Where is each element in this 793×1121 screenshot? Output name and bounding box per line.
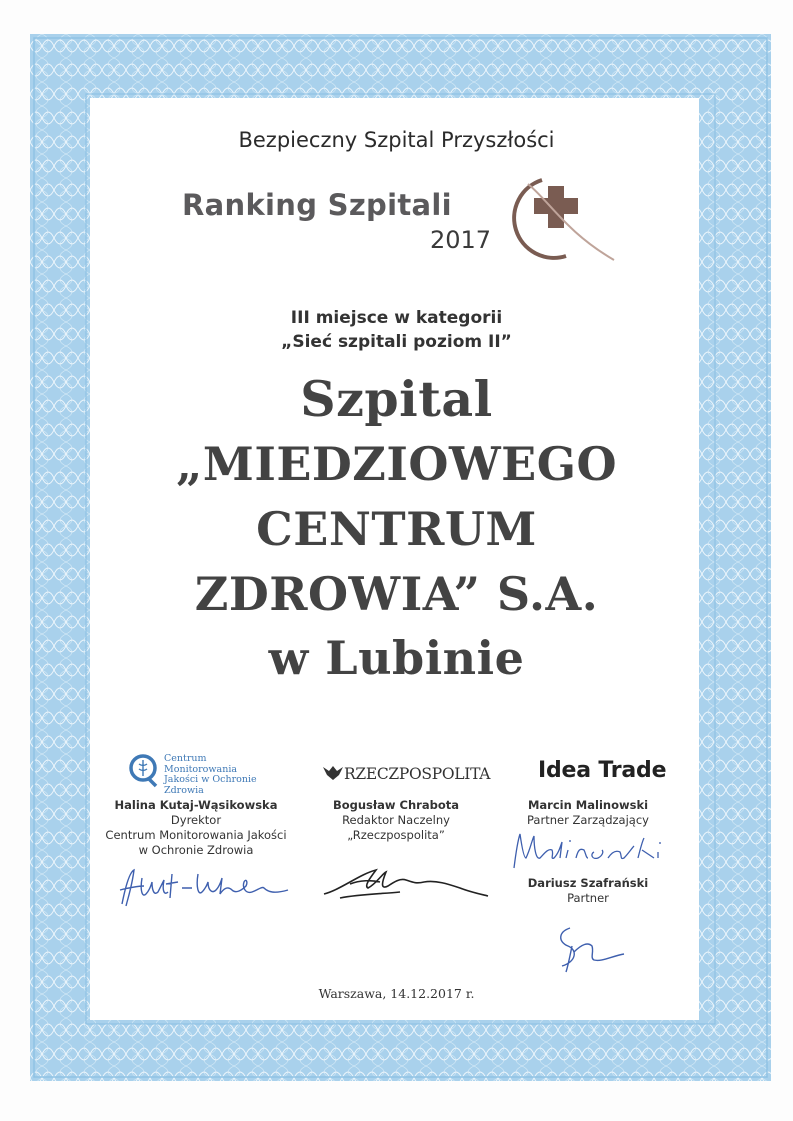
awardee-line-2: „MIEDZIOWEGO [175,437,618,491]
cmjoz-q-icon [128,752,160,788]
event-title: Bezpieczny Szpital Przyszłości [238,128,555,152]
cmjoz-logo [128,752,288,796]
signature-chrabota [320,864,490,904]
signatory-4: Dariusz Szafrański Partner [527,876,649,905]
idea-trade-logo: Idea Trade [538,758,667,783]
signatory-3: Marcin Malinowski Partner Zarządzający [527,798,649,827]
ranking-year: 2017 [430,226,492,254]
awardee-line-4: ZDROWIA” S.A. [194,567,599,621]
cmjoz-logo-text: Centrum Monitorowania Jakości w Ochronie Zdrowia [164,753,257,796]
ranking-title: Ranking Szpitali [182,188,452,222]
signatory-2: Bogusław Chrabota Redaktor Naczelny „Rzeczpospolita” [332,798,460,842]
ranking-cross-logo [506,172,616,264]
signature-kutaj [112,864,292,912]
signature-malinowski [508,828,678,872]
rzeczpospolita-logo: RZECZPOSPOLITA [322,764,482,786]
signature-szafranski [548,922,628,974]
category-name: „Sieć szpitali poziom II” [281,332,512,352]
eagle-icon [322,764,344,782]
category-place: III miejsce w kategorii [290,308,503,328]
awardee-line-1: Szpital [300,370,493,428]
awardee-line-5: w Lubinie [268,631,525,685]
signatory-1: Halina Kutaj-Wąsikowska Dyrektor Centrum Monitorowania Jakości w Ochronie Zdrowia [105,798,287,857]
awardee-line-3: CENTRUM [256,502,537,556]
issue-date: Warszawa, 14.12.2017 r. [318,986,475,1001]
